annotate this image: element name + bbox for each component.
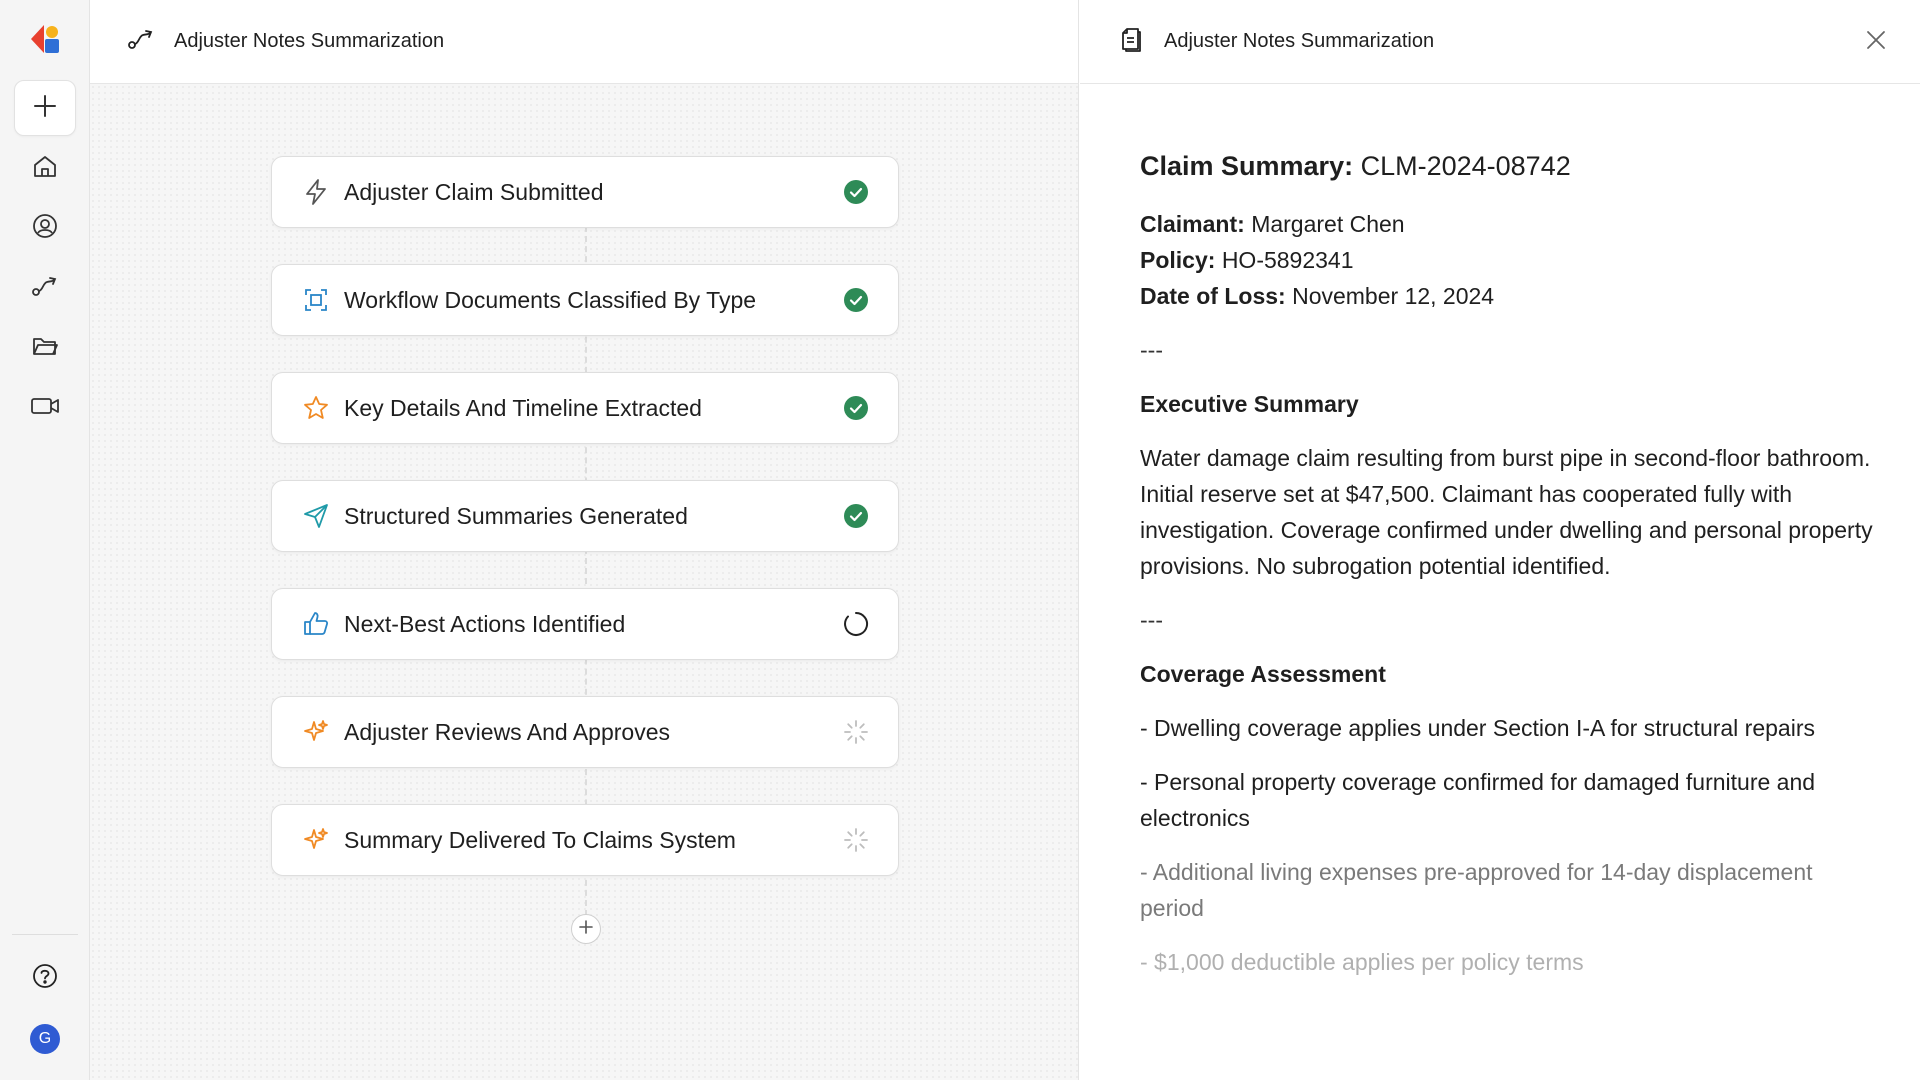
workflow-step[interactable] (271, 804, 899, 876)
workflow-step[interactable] (271, 264, 899, 336)
step-label: Adjuster Claim Submitted (344, 178, 604, 205)
panel-header (1080, 0, 1920, 84)
folder-icon (31, 333, 59, 364)
loading-ring-icon (842, 610, 870, 638)
policy-label: Policy: (1140, 247, 1216, 273)
workflow-step[interactable] (271, 156, 899, 228)
workflow-step[interactable] (271, 372, 899, 444)
close-icon (1865, 29, 1887, 56)
separator: --- (1140, 337, 1163, 363)
rail-divider (12, 934, 78, 935)
nav-home[interactable] (14, 140, 76, 196)
date-of-loss-label: Date of Loss: (1140, 283, 1286, 309)
separator: --- (1140, 607, 1163, 633)
claim-summary-label: Claim Summary: (1140, 151, 1354, 181)
workflow-icon (126, 26, 156, 57)
avatar[interactable]: G (30, 1024, 60, 1054)
policy-value: HO-5892341 (1221, 247, 1354, 273)
plus-icon (32, 93, 58, 124)
date-of-loss-value: November 12, 2024 (1292, 283, 1495, 309)
step-label: Key Details And Timeline Extracted (344, 394, 702, 421)
help-button[interactable] (14, 950, 76, 1006)
spinner-icon (842, 826, 870, 854)
summary-content (1140, 146, 1880, 998)
thumbs-up-icon (302, 610, 330, 638)
send-icon (302, 502, 330, 530)
check-circle-icon (842, 502, 870, 530)
scan-icon (302, 286, 330, 314)
workflow-icon (31, 273, 59, 304)
step-label: Adjuster Reviews And Approves (344, 718, 671, 745)
workflow-title: Adjuster Notes Summarization (174, 30, 445, 52)
workflow-header (90, 0, 1078, 84)
star-icon (302, 394, 330, 422)
claimant-line (1140, 206, 1880, 242)
user-circle-icon (32, 213, 58, 244)
coverage-bullet: - Additional living expenses pre-approved for 14-day displacement period (1140, 859, 1813, 921)
nav-files[interactable] (14, 320, 76, 376)
document-icon (1118, 25, 1144, 58)
workflow-step[interactable] (271, 588, 899, 660)
plus-icon (578, 919, 594, 940)
check-circle-icon (842, 178, 870, 206)
nav-video[interactable] (14, 380, 76, 436)
claim-id: CLM-2024-08742 (1360, 151, 1571, 181)
step-label: Structured Summaries Generated (344, 502, 688, 529)
check-circle-icon (842, 394, 870, 422)
coverage-heading: Coverage Assessment (1140, 661, 1386, 687)
policy-line (1140, 242, 1880, 278)
check-circle-icon (842, 286, 870, 314)
help-icon (32, 963, 58, 994)
workflow-canvas (90, 0, 1079, 1080)
close-button[interactable] (1860, 26, 1892, 58)
claimant-label: Claimant: (1140, 211, 1245, 237)
left-rail (0, 0, 90, 1080)
step-label: Workflow Documents Classified By Type (344, 286, 757, 313)
nav-workflows[interactable] (14, 260, 76, 316)
step-label: Summary Delivered To Claims System (344, 826, 736, 853)
sparkle-icon (302, 718, 330, 746)
video-icon (30, 393, 60, 424)
coverage-bullet: - Dwelling coverage applies under Section I-A for structural repairs (1140, 715, 1815, 741)
app-logo[interactable] (28, 22, 62, 56)
nav-profile[interactable] (14, 200, 76, 256)
add-step-button[interactable] (571, 914, 601, 944)
claim-summary-title (1140, 146, 1880, 186)
home-icon (32, 153, 58, 184)
claimant-value: Margaret Chen (1251, 211, 1405, 237)
step-label: Next-Best Actions Identified (344, 610, 626, 637)
new-button[interactable] (14, 80, 76, 136)
coverage-bullet: - $1,000 deductible applies per policy terms (1140, 949, 1584, 975)
workflow-step[interactable] (271, 696, 899, 768)
date-of-loss-line (1140, 278, 1880, 314)
workflow-step[interactable] (271, 480, 899, 552)
coverage-bullet: - Personal property coverage confirmed for damaged furniture and electronics (1140, 769, 1816, 831)
executive-summary-heading: Executive Summary (1140, 391, 1359, 417)
lightning-icon (302, 178, 330, 206)
sparkle-icon (302, 826, 330, 854)
executive-summary-text: Water damage claim resulting from burst pipe in second-floor bathroom. Initial reserve set at $47,500. Claimant has cooperated fully with investigation. Coverage confirmed under dwelling and personal property provisions. No subrogation potential identified. (1140, 445, 1873, 579)
spinner-icon (842, 718, 870, 746)
panel-title: Adjuster Notes Summarization (1164, 30, 1435, 52)
detail-panel (1080, 0, 1920, 1080)
